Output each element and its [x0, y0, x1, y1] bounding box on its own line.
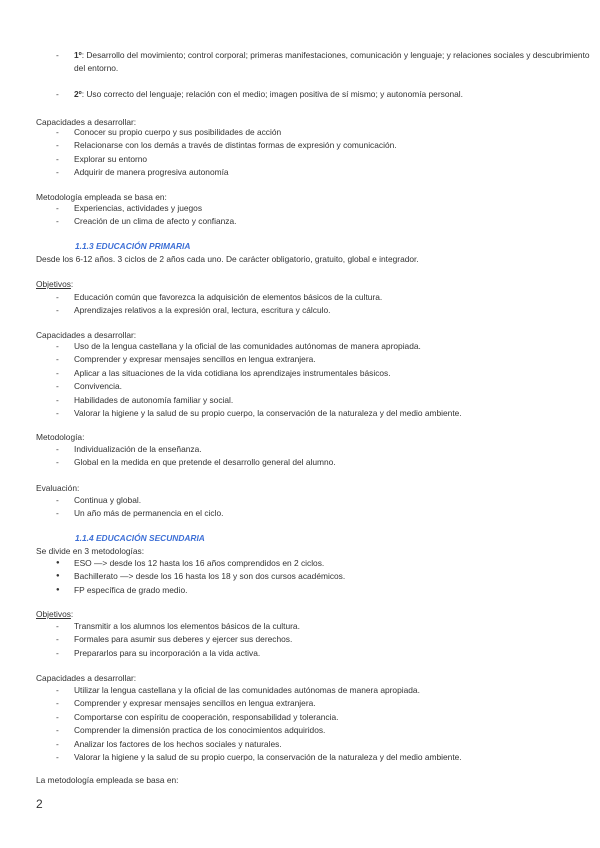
list-item: - Comprender la dimensión practica de los conocimientos adquiridos. [36, 724, 462, 737]
intro-list [36, 49, 600, 101]
list-item: - Conocer su propio cuerpo y sus posibilidades de acción [36, 126, 397, 139]
list-item: - Uso de la lengua castellana y la oficial de las comunidades autónomas de manera apropiada. [36, 340, 462, 353]
list-item: - Un año más de permanencia en el ciclo. [36, 507, 223, 520]
list-item: - Transmitir a los alumnos los elementos básicos de la cultura. [36, 620, 300, 633]
secundaria-tipos-list [36, 557, 345, 597]
secundaria-metodologia-label: La metodología empleada se basa en: [36, 775, 179, 785]
list-item: - 2º: Uso correcto del lenguaje; relación con el medio; imagen positiva de sí mismo; y autonomía personal. [36, 88, 600, 101]
list-item: - Aprendizajes relativos a la expresión oral, lectura, escritura y cálculo. [36, 304, 382, 317]
secundaria-capacidades-label: Capacidades a desarrollar: [36, 673, 137, 683]
secundaria-intro: Se divide en 3 metodologías: [36, 546, 145, 556]
secundaria-objetivos-label: Objetivos: [36, 609, 74, 619]
list-item: - Comportarse con espíritu de cooperación, responsabilidad y tolerancia. [36, 711, 462, 724]
primaria-capacidades-list [36, 340, 462, 420]
primaria-metodologia-label: Metodología: [36, 432, 85, 442]
list-item: - Educación común que favorezca la adquisición de elementos básicos de la cultura. [36, 291, 382, 304]
primaria-objetivos-label: Objetivos: [36, 279, 74, 289]
list-item: - Relacionarse con los demás a través de distintas formas de expresión y comunicación. [36, 139, 397, 152]
list-item: - Creación de un clima de afecto y confianza. [36, 215, 236, 228]
list-item: ● Bachillerato —> desde los 16 hasta los 18 y son dos cursos académicos. [36, 570, 345, 583]
primaria-metodologia-list [36, 443, 336, 470]
list-item: - Valorar la higiene y la salud de su propio cuerpo, la conservación de la naturaleza y del medio ambiente. [36, 751, 462, 764]
infantil-metodologia-label: Metodología empleada se basa en: [36, 192, 167, 202]
list-item: ● FP específica de grado medio. [36, 584, 345, 597]
list-item: - Analizar los factores de los hechos sociales y naturales. [36, 738, 462, 751]
list-item: - Experiencias, actividades y juegos [36, 202, 236, 215]
primaria-capacidades-label: Capacidades a desarrollar: [36, 330, 137, 340]
list-item: - Habilidades de autonomía familiar y social. [36, 394, 462, 407]
list-item: - 1º: Desarrollo del movimiento; control corporal; primeras manifestaciones, comunicación y lenguaje; y relaciones sociales y descubrimiento del entorno. [36, 49, 600, 76]
list-item: - Formales para asumir sus deberes y ejercer sus derechos. [36, 633, 300, 646]
section-heading-secundaria: 1.1.4 EDUCACIÓN SECUNDARIA [75, 533, 205, 543]
primaria-intro: Desde los 6-12 años. 3 ciclos de 2 años cada uno. De carácter obligatorio, gratuito, global e integrador. [36, 254, 419, 264]
list-item: - Utilizar la lengua castellana y la oficial de las comunidades autónomas de manera apropiada. [36, 684, 462, 697]
primaria-objetivos-list [36, 291, 382, 318]
section-heading-primaria: 1.1.3 EDUCACIÓN PRIMARIA [75, 241, 191, 251]
infantil-capacidades-label: Capacidades a desarrollar: [36, 117, 137, 127]
list-item: - Individualización de la enseñanza. [36, 443, 336, 456]
primaria-evaluacion-list [36, 494, 223, 521]
infantil-capacidades-list [36, 126, 397, 180]
list-item: - Global en la medida en que pretende el desarrollo general del alumno. [36, 456, 336, 469]
list-item: - Adquirir de manera progresiva autonomía [36, 166, 397, 179]
secundaria-objetivos-list [36, 620, 300, 660]
list-item: - Aplicar a las situaciones de la vida cotidiana los aprendizajes instrumentales básicos. [36, 367, 462, 380]
page-number: 2 [36, 797, 43, 811]
list-item: - Convivencia. [36, 380, 462, 393]
list-item: - Explorar su entorno [36, 153, 397, 166]
secundaria-capacidades-list [36, 684, 462, 764]
list-item: - Prepararlos para su incorporación a la vida activa. [36, 647, 300, 660]
list-item: - Comprender y expresar mensajes sencillos en lengua extranjera. [36, 353, 462, 366]
list-item: - Valorar la higiene y la salud de su propio cuerpo, la conservación de la naturaleza y del medio ambiente. [36, 407, 462, 420]
list-item: - Continua y global. [36, 494, 223, 507]
list-item: ● ESO —> desde los 12 hasta los 16 años comprendidos en 2 ciclos. [36, 557, 345, 570]
primaria-evaluacion-label: Evaluación: [36, 483, 80, 493]
list-item: - Comprender y expresar mensajes sencillos en lengua extranjera. [36, 697, 462, 710]
infantil-metodologia-list [36, 202, 236, 229]
